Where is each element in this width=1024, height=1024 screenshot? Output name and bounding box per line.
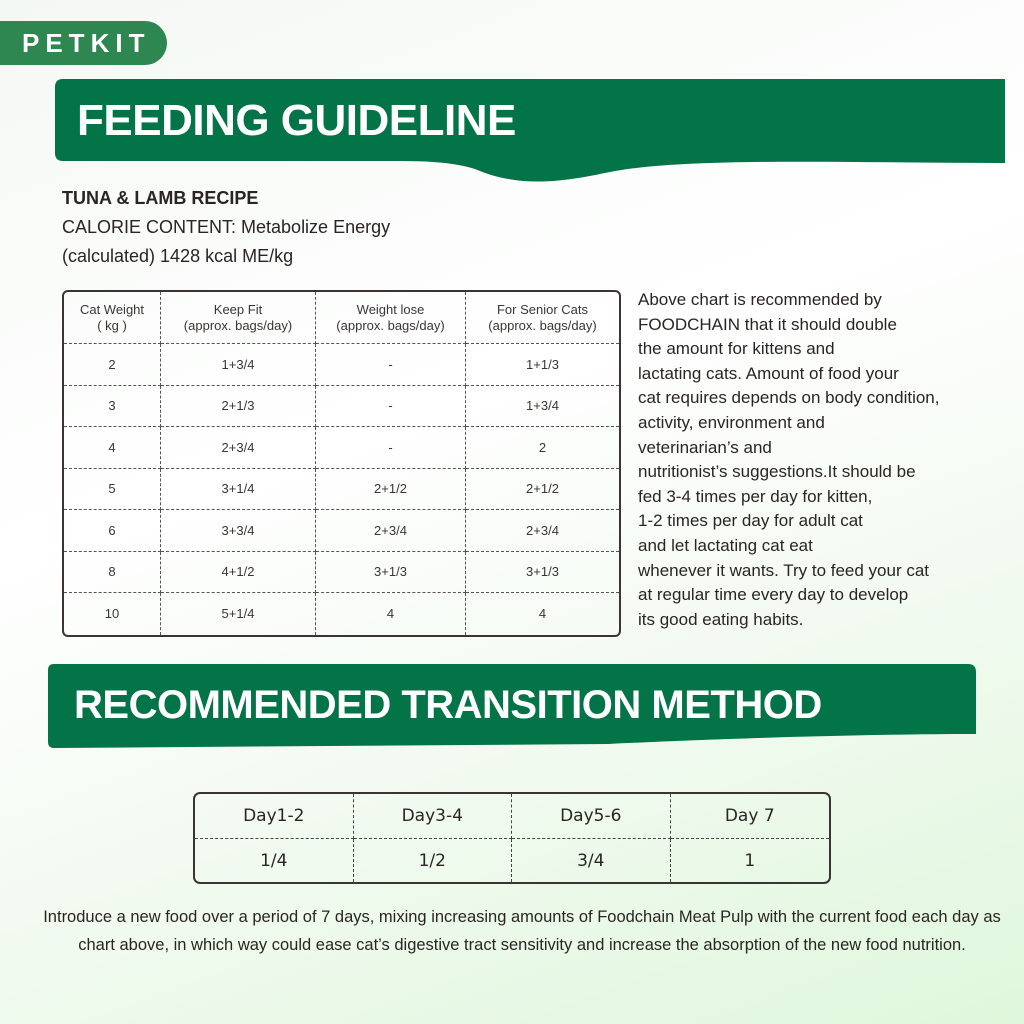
table-row (64, 344, 619, 386)
feeding-table (62, 290, 621, 637)
table-cell: 4+1/2 (161, 552, 316, 594)
table-cell: - (316, 427, 466, 469)
amount-cell: 1 (744, 850, 756, 871)
table-cell: 2+3/4 (161, 427, 316, 469)
header-cat-weight: Cat Weight ( kg ) (64, 292, 161, 344)
table-cell: 1+3/4 (466, 386, 619, 428)
day-cell: Day 7 (671, 794, 830, 839)
table-row (64, 386, 619, 428)
recipe-info (62, 184, 390, 271)
feeding-guideline-banner (55, 79, 1005, 187)
amounts-row (195, 839, 829, 882)
table-cell: 2 (466, 427, 619, 469)
day-cell: Day1-2 (195, 794, 354, 839)
table-cell: 4 (64, 427, 161, 469)
table-cell: 10 (64, 593, 161, 635)
table-cell: 1+3/4 (161, 344, 316, 386)
header-keep-fit: Keep Fit (approx. bags/day) (161, 292, 316, 344)
table-cell: 5 (64, 469, 161, 511)
table-cell: 3+1/3 (316, 552, 466, 594)
table-cell: 2+1/2 (466, 469, 619, 511)
table-row (64, 469, 619, 511)
table-header-row (64, 292, 619, 344)
table-cell: 2+3/4 (316, 510, 466, 552)
table-row (64, 552, 619, 594)
feeding-note: Above chart is recommended by FOODCHAIN that it should double the amount for kittens and lactating cats. Amount of food your cat requires depends on body condition, activity, environment and veterinarian’s and nutritionist’s suggestions.It should be fed 3-4 times per day for kitten, 1-2 times per day for adult cat and let lactating cat eat whenever it wants. Try to feed your cat at regular time every day to develop its good eating habits. (638, 290, 940, 629)
feeding-guideline-title: FEEDING GUIDELINE (77, 96, 516, 145)
table-cell: 3+3/4 (161, 510, 316, 552)
transition-intro: Introduce a new food over a period of 7 days, mixing increasing amounts of Foodchain Meat Pulp with the current food each day as chart above, in which way could ease cat’s digestive tract sensitivity and increase the absorption of the new food nutrition. (43, 908, 1001, 954)
header-weight-lose: Weight lose (approx. bags/day) (316, 292, 466, 344)
table-cell: - (316, 386, 466, 428)
table-cell: 2+1/2 (316, 469, 466, 511)
table-cell: 3+1/4 (161, 469, 316, 511)
day-cell: Day5-6 (512, 794, 671, 839)
calorie-content: CALORIE CONTENT: Metabolize Energy (62, 217, 391, 237)
header-senior-cats: For Senior Cats (approx. bags/day) (466, 292, 619, 344)
table-cell: 5+1/4 (161, 593, 316, 635)
table-cell: 6 (64, 510, 161, 552)
recipe-name: TUNA & LAMB RECIPE (62, 188, 259, 208)
table-cell: - (316, 344, 466, 386)
table-cell: 2+1/3 (161, 386, 316, 428)
table-cell: 8 (64, 552, 161, 594)
table-cell: 3+1/3 (466, 552, 619, 594)
petkit-logo: PETKIT (0, 21, 167, 65)
table-cell: 1+1/3 (466, 344, 619, 386)
table-cell: 2 (64, 344, 161, 386)
table-row (64, 593, 619, 635)
day-cell: Day3-4 (354, 794, 513, 839)
transition-banner (48, 664, 976, 748)
calorie-value: (calculated) 1428 kcal ME/kg (62, 246, 294, 266)
transition-title: RECOMMENDED TRANSITION METHOD (74, 683, 822, 727)
table-row (64, 427, 619, 469)
table-cell: 3 (64, 386, 161, 428)
table-cell: 2+3/4 (466, 510, 619, 552)
table-cell: 4 (538, 606, 547, 622)
amount-cell: 3/4 (512, 839, 671, 882)
amount-cell: 1/2 (354, 839, 513, 882)
amount-cell: 1/4 (195, 839, 354, 882)
days-row (195, 794, 829, 839)
table-row (64, 510, 619, 552)
transition-table (193, 792, 831, 884)
table-cell: 4 (316, 593, 466, 635)
